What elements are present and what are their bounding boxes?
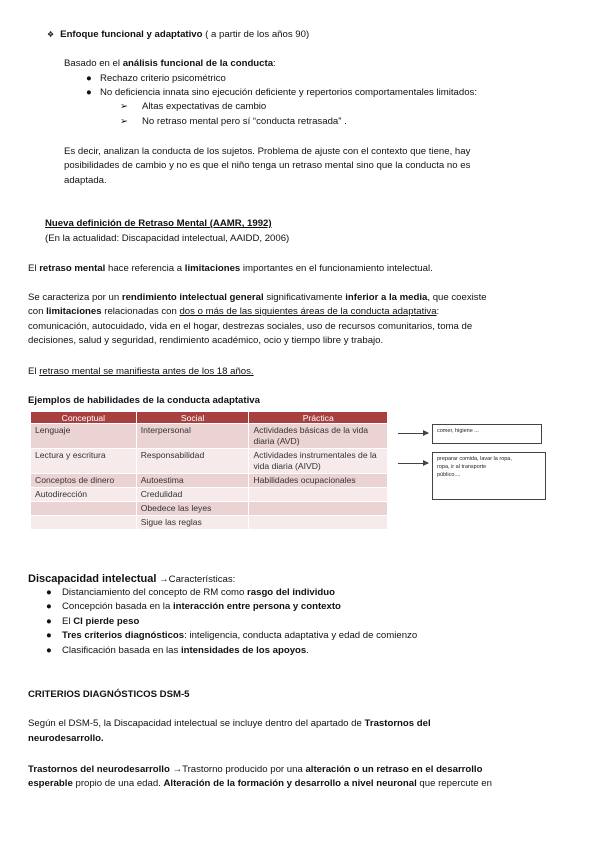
discapacidad-heading <box>28 573 235 585</box>
discapacidad-title: Discapacidad intelectual <box>28 573 157 585</box>
table-row <box>31 516 388 530</box>
definicion-p3 <box>28 306 439 317</box>
t: . <box>306 645 309 656</box>
table-cell: Lectura y escritura <box>31 449 137 474</box>
header-social: Social <box>136 412 249 424</box>
t: neurodesarrollo. <box>28 733 104 744</box>
t: dos o más de las siguientes áreas de la conducta adaptativa <box>179 306 437 317</box>
t: intensidades de los apoyos <box>180 645 307 656</box>
t: rendimiento intelectual general <box>121 292 264 303</box>
table-cell: Obedece las leyes <box>136 502 249 516</box>
bullet-icon: ● <box>46 630 52 641</box>
arrow-icon <box>398 433 428 434</box>
bullet-icon: ● <box>46 645 52 656</box>
ejemplos-title <box>28 395 260 406</box>
table-cell: Sigue las reglas <box>136 516 249 530</box>
table-cell: Lenguaje <box>31 424 137 449</box>
table-cell <box>249 488 388 502</box>
sub-text: No retraso mental pero sí “conducta retrasada” . <box>142 116 347 127</box>
discapacidad-item <box>46 645 309 656</box>
t: Trastornos del neurodesarrollo <box>28 764 170 775</box>
t: →Trastorno producido por una <box>169 764 306 775</box>
t: esperable <box>28 778 73 789</box>
t: Trastornos del <box>364 718 431 729</box>
table-cell: Habilidades ocupacionales <box>249 474 388 488</box>
enfoque-sub-2 <box>120 116 347 127</box>
t: inferior a la media <box>345 292 428 303</box>
table-header-row <box>31 412 388 424</box>
enfoque-heading <box>47 29 309 40</box>
enfoque-title: Enfoque funcional y adaptativo <box>60 29 203 40</box>
definicion-p2 <box>28 292 487 303</box>
enfoque-para-2: posibilidades de cambio y no es que el niño tenga un retraso mental sino que la conducta no es <box>64 160 471 171</box>
bullet-icon: ● <box>46 601 52 612</box>
sub-text: Altas expectativas de cambio <box>142 101 267 112</box>
dsm-title-text: CRITERIOS DIAGNÓSTICOS DSM-5 <box>28 689 190 700</box>
discapacidad-item <box>46 630 417 641</box>
definicion-p6 <box>28 366 254 377</box>
table-cell <box>249 502 388 516</box>
t: : <box>436 306 440 317</box>
intro-bold: análisis funcional de la conducta <box>122 58 274 69</box>
enfoque-para-1: Es decir, analizan la conducta de los sujetos. Problema de ajuste con el contexto que tiene, hay <box>64 146 471 157</box>
table-cell <box>249 516 388 530</box>
table-cell: Actividades instrumentales de la vida diaria (AIVD) <box>249 449 388 474</box>
note-line: público.... <box>437 472 461 478</box>
t: Alteración de la formación y desarrollo a nivel neuronal <box>163 778 417 789</box>
bullet-icon: ● <box>86 73 92 84</box>
arrow-bullet-icon: ➢ <box>120 116 129 127</box>
t: El <box>28 263 40 274</box>
enfoque-intro <box>64 58 276 69</box>
t: CI pierde peso <box>73 616 140 627</box>
t: que repercute en <box>416 778 492 789</box>
table-cell: Interpersonal <box>136 424 249 449</box>
dsm-p2 <box>28 764 482 775</box>
table-row <box>31 449 388 474</box>
enfoque-period: ( a partir de los años 90) <box>202 29 310 40</box>
arrow-bullet-icon: ➢ <box>120 101 129 112</box>
t: El <box>28 366 40 377</box>
t: : inteligencia, conducta adaptativa y edad de comienzo <box>184 630 418 641</box>
t: limitaciones <box>184 263 241 274</box>
enfoque-item-2 <box>86 87 477 98</box>
dsm-p3 <box>28 778 492 789</box>
t: alteración o un retraso en el desarrollo <box>305 764 483 775</box>
note-line: ropa, ir al transporte <box>437 464 487 470</box>
definicion-title-text: Nueva definición de Retraso Mental (AAMR, 1992) <box>45 218 272 229</box>
table-cell: Autoestima <box>136 474 249 488</box>
bullet-icon: ● <box>86 87 92 98</box>
discapacidad-arrow: →Características: <box>156 574 236 585</box>
definicion-p5: decisiones, salud y seguridad, rendimiento académico, ocio y tiempo libre y trabajo. <box>28 335 384 346</box>
table-cell: Actividades básicas de la vida diaria (AVD) <box>249 424 388 449</box>
table-cell: Conceptos de dinero <box>31 474 137 488</box>
arrow-icon <box>398 463 428 464</box>
table-cell: Responsabilidad <box>136 449 249 474</box>
table-row <box>31 424 388 449</box>
t: retraso mental <box>39 263 106 274</box>
dsm-title <box>28 689 190 700</box>
discapacidad-item <box>46 601 341 612</box>
bullet-icon: ● <box>46 587 52 598</box>
t: significativamente <box>263 292 346 303</box>
table-row <box>31 474 388 488</box>
table-cell <box>31 502 137 516</box>
item-text: Rechazo criterio psicométrico <box>100 73 226 84</box>
t: Se caracteriza por un <box>28 292 122 303</box>
habilidades-table <box>30 411 388 530</box>
table-row <box>31 502 388 516</box>
enfoque-sub-1 <box>120 101 266 112</box>
t: , que coexiste <box>427 292 487 303</box>
t: Clasificación basada en las <box>62 645 181 656</box>
t: importantes en el funcionamiento intelectual. <box>240 263 433 274</box>
diamond-bullet-icon: ❖ <box>47 30 55 39</box>
t: interacción entre persona y contexto <box>172 601 341 612</box>
table-row <box>31 488 388 502</box>
t: relacionadas con <box>101 306 180 317</box>
discapacidad-item <box>46 616 139 627</box>
enfoque-para-3: adaptada. <box>64 175 107 186</box>
dsm-p1 <box>28 718 431 729</box>
t: El <box>62 616 74 627</box>
t: rasgo del individuo <box>247 587 335 598</box>
discapacidad-item <box>46 587 335 598</box>
table-cell <box>31 516 137 530</box>
t: Distanciamiento del concepto de RM como <box>62 587 248 598</box>
note-line: preparar comida, lavar la ropa, <box>437 456 512 462</box>
t: hace referencia a <box>105 263 185 274</box>
header-practica: Práctica <box>249 412 388 424</box>
t: Tres criterios diagnósticos <box>62 630 185 641</box>
intro-text: Basado en el <box>64 58 123 69</box>
definicion-subtitle: (En la actualidad: Discapacidad intelectual, AAIDD, 2006) <box>45 233 290 244</box>
dsm-p1b <box>28 733 104 744</box>
table-cell: Credulidad <box>136 488 249 502</box>
enfoque-item-1 <box>86 73 226 84</box>
t: con <box>28 306 47 317</box>
t: retraso mental se manifiesta antes de los 18 años. <box>39 366 254 377</box>
item-text: No deficiencia innata sino ejecución deficiente y repertorios comportamentales limitados: <box>100 87 478 98</box>
bullet-icon: ● <box>46 616 52 627</box>
t: limitaciones <box>46 306 102 317</box>
t: Según el DSM-5, la Discapacidad intelectual se incluye dentro del apartado de <box>28 718 365 729</box>
intro-colon: : <box>273 58 276 69</box>
ejemplos-title-text: Ejemplos de habilidades de la conducta adaptativa <box>28 395 260 406</box>
note-avd: comer, higiene ... <box>432 424 542 444</box>
note-aivd <box>432 452 546 500</box>
definicion-p1 <box>28 263 433 274</box>
table-cell: Autodirección <box>31 488 137 502</box>
t: Concepción basada en la <box>62 601 173 612</box>
definicion-title <box>45 218 272 229</box>
t: propio de una edad. <box>72 778 164 789</box>
header-conceptual: Conceptual <box>31 412 137 424</box>
definicion-p4: comunicación, autocuidado, vida en el hogar, destrezas sociales, uso de recursos comunitarios, toma de <box>28 321 473 332</box>
